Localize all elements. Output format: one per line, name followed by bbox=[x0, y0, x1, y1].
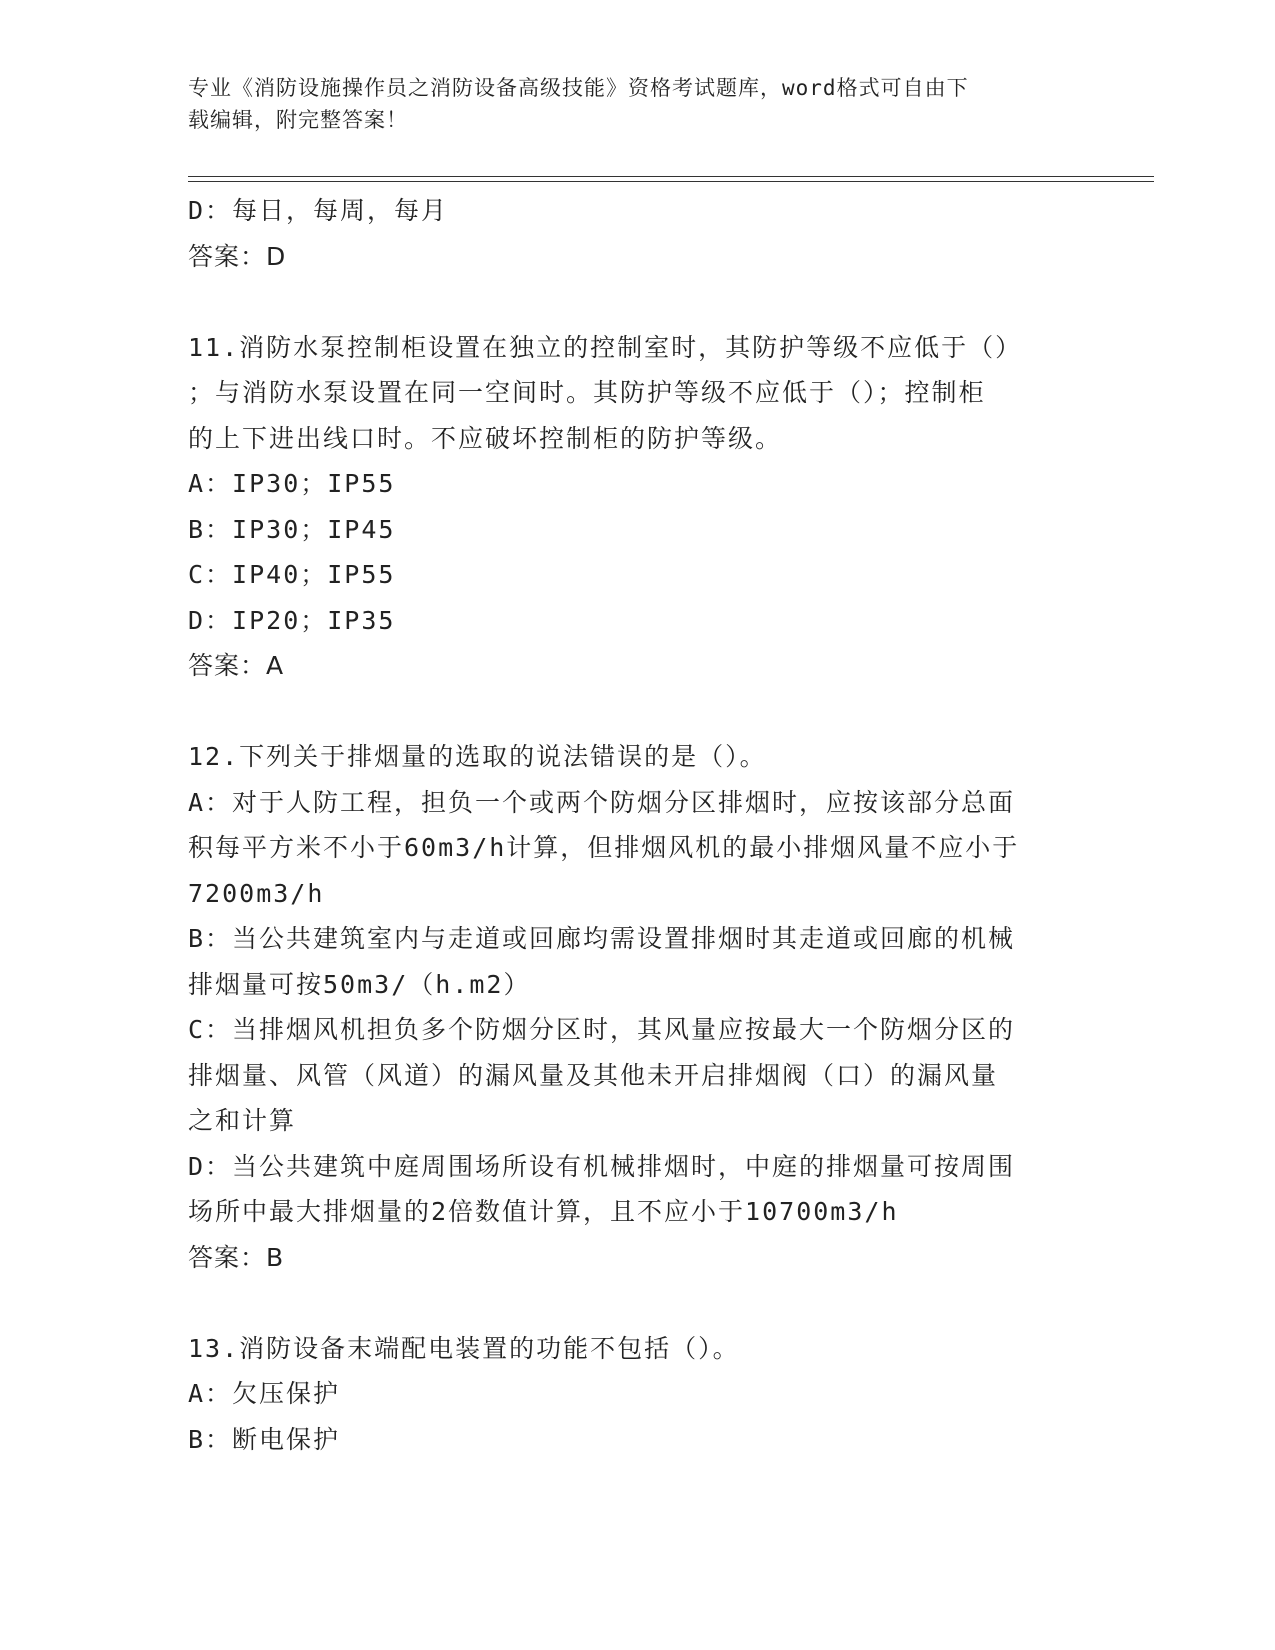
option-d: D：每日，每周，每月 bbox=[188, 196, 449, 225]
spacer bbox=[188, 689, 1078, 735]
option-a: 7200m3/h bbox=[188, 878, 325, 908]
header-divider bbox=[188, 176, 1154, 177]
option-b: B：当公共建筑室内与走道或回廊均需设置排烟时其走道或回廊的机械 bbox=[188, 924, 1016, 953]
question-text: 12.下列关于排烟量的选取的说法错误的是（）。 bbox=[188, 742, 767, 771]
option-c: C：当排烟风机担负多个防烟分区时，其风量应按最大一个防烟分区的 bbox=[188, 1015, 1016, 1044]
option-d: D：IP20；IP35 bbox=[188, 605, 396, 635]
option-a: A：对于人防工程，担负一个或两个防烟分区排烟时，应按该部分总面 bbox=[188, 787, 1016, 817]
option-b: 排烟量可按50m3/（h.m2） bbox=[188, 969, 531, 999]
option-d: D：当公共建筑中庭周围场所设有机械排烟时，中庭的排烟量可按周围 bbox=[188, 1151, 1016, 1181]
option-a: 积每平方米不小于60m3/h计算，但排烟风机的最小排烟风量不应小于 bbox=[188, 833, 1020, 862]
answer: 答案：A bbox=[188, 651, 285, 680]
question-13 bbox=[188, 1326, 1078, 1463]
option-c: 之和计算 bbox=[188, 1106, 297, 1135]
spacer bbox=[188, 1280, 1078, 1326]
question-11 bbox=[188, 325, 1078, 689]
question-text: ；与消防水泵设置在同一空间时。其防护等级不应低于（）；控制柜 bbox=[188, 378, 986, 407]
option-c: 排烟量、风管（风道）的漏风量及其他未开启排烟阀（口）的漏风量 bbox=[188, 1060, 999, 1090]
question-text: 11.消防水泵控制柜设置在独立的控制室时，其防护等级不应低于（） bbox=[188, 332, 1023, 362]
spacer bbox=[188, 279, 1078, 325]
header-line: 载编辑，附完整答案！ bbox=[188, 108, 408, 132]
option-b: B：断电保护 bbox=[188, 1424, 341, 1454]
option-d: 场所中最大排烟量的2倍数值计算，且不应小于10700m3/h bbox=[188, 1197, 899, 1226]
page-header bbox=[188, 72, 1068, 136]
question-text: 的上下进出线口时。不应破坏控制柜的防护等级。 bbox=[188, 423, 783, 453]
question-text: 13.消防设备末端配电装置的功能不包括（）。 bbox=[188, 1333, 740, 1363]
option-c: C：IP40；IP55 bbox=[188, 560, 396, 589]
option-b: B：IP30；IP45 bbox=[188, 514, 396, 544]
option-a: A：IP30；IP55 bbox=[188, 469, 396, 498]
option-a: A：欠压保护 bbox=[188, 1379, 341, 1408]
exam-content bbox=[188, 188, 1078, 1462]
answer: 答案：B bbox=[188, 1242, 285, 1272]
header-divider bbox=[188, 181, 1154, 182]
question-12 bbox=[188, 734, 1078, 1280]
header-line: 专业《消防设施操作员之消防设备高级技能》资格考试题库，word格式可自由下 bbox=[188, 76, 969, 100]
answer: 答案：D bbox=[188, 241, 287, 271]
